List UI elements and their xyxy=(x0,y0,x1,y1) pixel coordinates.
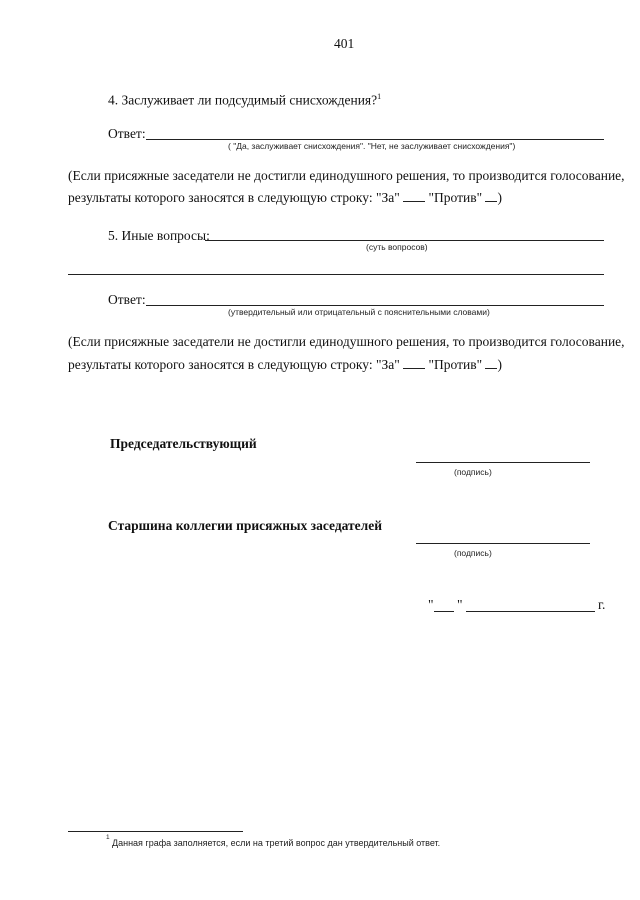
question-4-title xyxy=(108,92,381,109)
date-day-blank[interactable] xyxy=(434,611,454,612)
question-5-answer-label: Ответ: xyxy=(108,292,146,307)
question-4-answer-label: Ответ: xyxy=(108,126,146,141)
foreman-label: Старшина коллегии присяжных заседателей xyxy=(108,518,383,533)
question-4-answer-hint: ( "Да, заслуживает снисхождения". "Нет, не заслуживает снисхождения") xyxy=(228,141,516,151)
question-4-text: 4. Заслуживает ли подсудимый снисхождения? xyxy=(108,92,378,108)
footnote-separator xyxy=(68,831,243,832)
page-number: 401 xyxy=(334,36,355,51)
closing-paren: ) xyxy=(497,357,502,372)
question-5-answer-line[interactable] xyxy=(146,305,604,306)
question-4-note-line-1: (Если присяжные заседатели не достигли единодушного решения, то производится голосование, xyxy=(68,168,625,183)
presiding-signature-line[interactable] xyxy=(416,462,590,463)
footnote-text: Данная графа заполняется, если на третий вопрос дан утвердительный ответ. xyxy=(112,838,441,848)
date-year-suffix: г. xyxy=(598,597,606,612)
question-5-title-line[interactable] xyxy=(205,240,604,241)
question-5-title: 5. Иные вопросы: xyxy=(108,228,210,243)
vote-against-label: "Против" xyxy=(428,190,483,205)
question-5-title-hint: (суть вопросов) xyxy=(366,242,428,252)
footnote-reference: 1 xyxy=(377,92,382,101)
question-5-answer-hint: (утвердительный или отрицательный с пояснительными словами) xyxy=(228,307,490,317)
date-close-quote: " xyxy=(457,597,463,612)
vote-for-label: результаты которого заносятся в следующую строку: "За" xyxy=(68,190,400,205)
question-4-note-line-2 xyxy=(68,189,502,206)
vote-for-blank[interactable] xyxy=(403,189,425,202)
vote-against-label: "Против" xyxy=(428,357,483,372)
question-5-extra-line[interactable] xyxy=(68,274,604,275)
question-5-note-line-1: (Если присяжные заседатели не достигли единодушного решения, то производится голосование, xyxy=(68,334,625,349)
foreman-signature-hint: (подпись) xyxy=(454,548,492,558)
foreman-signature-line[interactable] xyxy=(416,543,590,544)
presiding-judge-label: Председательствующий xyxy=(110,436,257,451)
vote-for-label: результаты которого заносятся в следующую строку: "За" xyxy=(68,357,400,372)
date-month-blank[interactable] xyxy=(466,611,595,612)
question-4-answer-line[interactable] xyxy=(146,139,604,140)
footnote-mark: 1 xyxy=(106,834,110,841)
vote-against-blank[interactable] xyxy=(485,189,497,202)
vote-against-blank[interactable] xyxy=(485,356,497,369)
closing-paren: ) xyxy=(497,190,502,205)
date-open-quote: " xyxy=(428,597,434,612)
vote-for-blank[interactable] xyxy=(403,356,425,369)
question-5-note-line-2 xyxy=(68,356,502,373)
presiding-signature-hint: (подпись) xyxy=(454,467,492,477)
